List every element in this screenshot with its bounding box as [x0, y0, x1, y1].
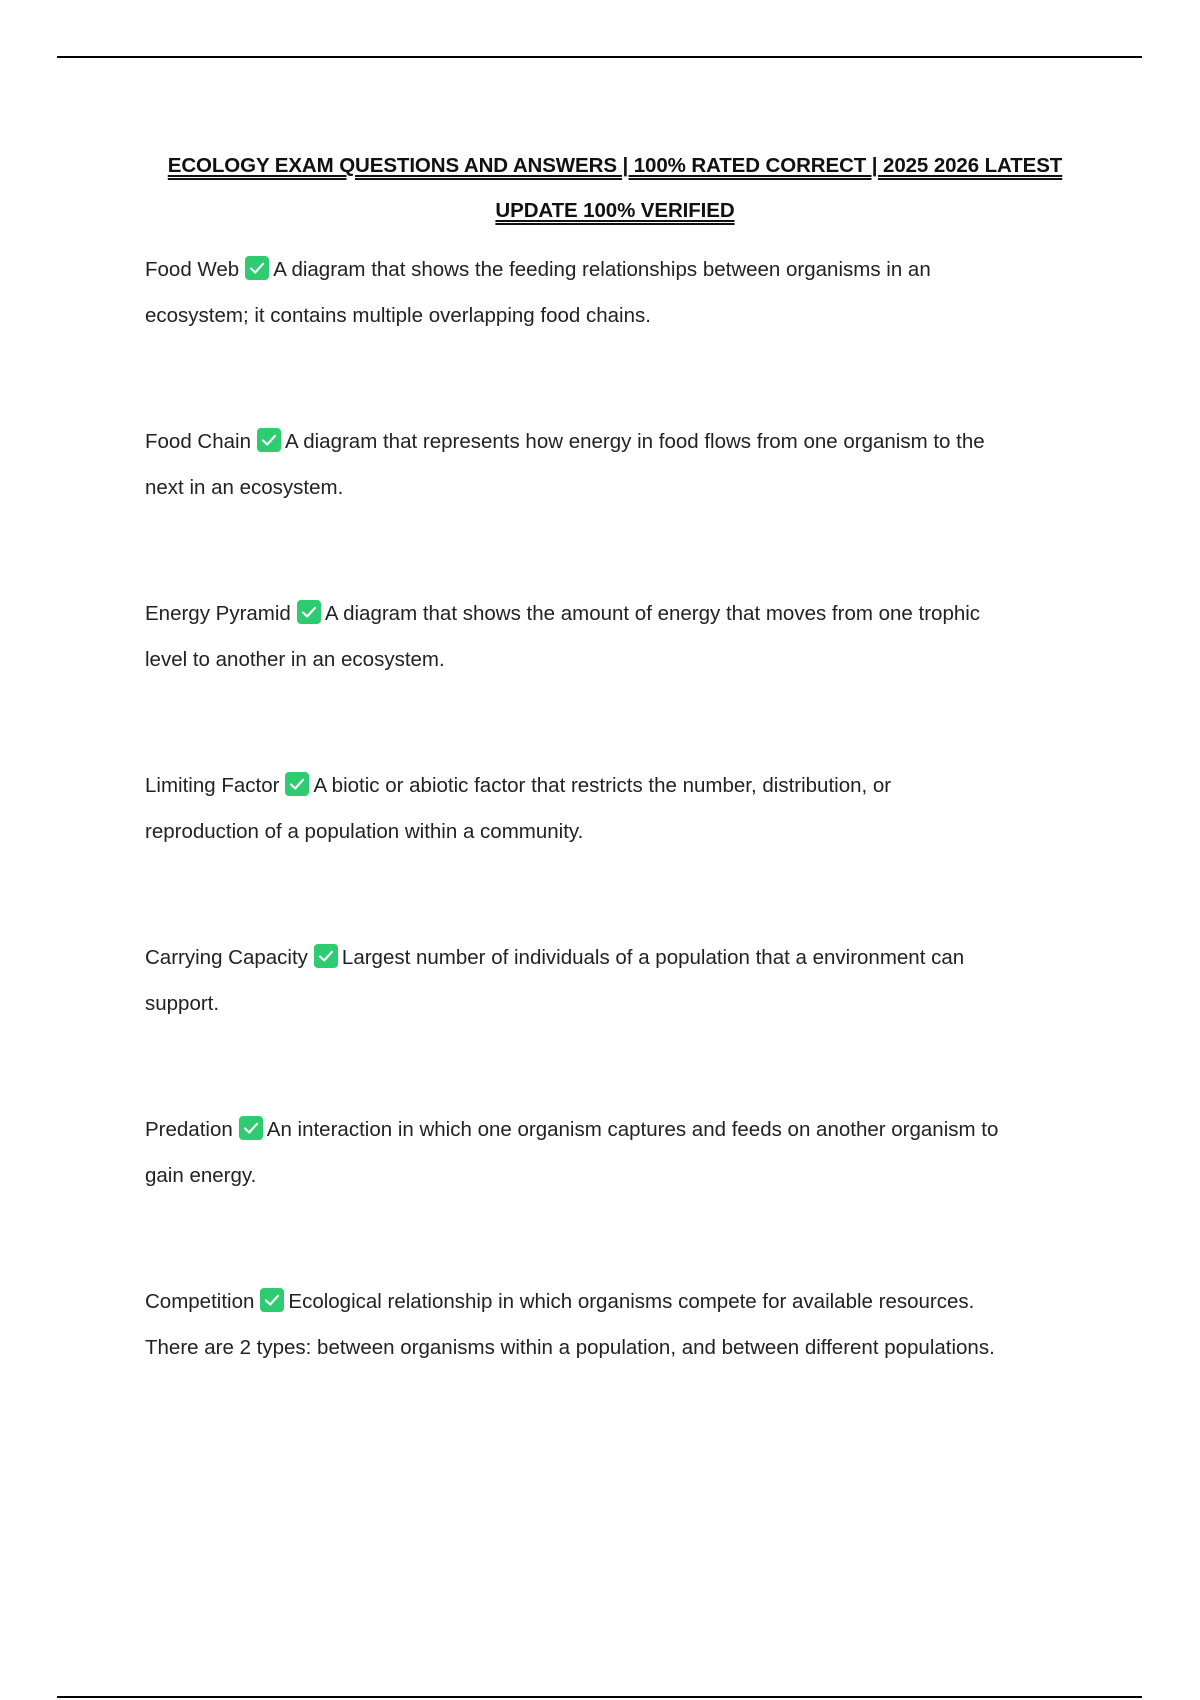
- check-icon: [285, 772, 309, 796]
- qa-term: Energy Pyramid: [145, 602, 291, 625]
- check-icon: [245, 256, 269, 280]
- check-icon: [297, 600, 321, 624]
- qa-definition-line-1: A diagram that represents how energy in food flows from one organism to the: [284, 430, 985, 453]
- qa-definition-line-1: Largest number of individuals of a population that a environment can: [341, 946, 965, 969]
- qa-definition-line-1: An interaction in which one organism captures and feeds on another organism to: [266, 1118, 999, 1141]
- qa-list: [145, 247, 1095, 1451]
- qa-term: Competition: [145, 1290, 255, 1313]
- qa-item: [145, 763, 1095, 855]
- top-rule: [57, 56, 1142, 58]
- qa-definition-line-1: A biotic or abiotic factor that restricts the number, distribution, or: [313, 774, 892, 797]
- title-line-1: ECOLOGY EXAM QUESTIONS AND ANSWERS | 100% RATED CORRECT | 2025 2026 LATEST: [167, 154, 1063, 177]
- qa-definition-line-2: reproduction of a population within a community.: [145, 820, 584, 843]
- qa-definition-line-2: There are 2 types: between organisms within a population, and between different populations.: [145, 1336, 995, 1359]
- qa-definition-line-2: level to another in an ecosystem.: [145, 648, 445, 671]
- qa-term: Predation: [145, 1118, 233, 1141]
- check-icon: [314, 944, 338, 968]
- qa-item: [145, 935, 1095, 1027]
- qa-term: Carrying Capacity: [145, 946, 308, 969]
- qa-definition-line-2: gain energy.: [145, 1164, 257, 1187]
- qa-item: [145, 591, 1095, 683]
- document-title: [120, 143, 1110, 233]
- title-line-2: UPDATE 100% VERIFIED: [495, 199, 735, 222]
- qa-term: Food Chain: [145, 430, 251, 453]
- qa-definition-line-2: ecosystem; it contains multiple overlapping food chains.: [145, 304, 651, 327]
- qa-definition-line-2: next in an ecosystem.: [145, 476, 344, 499]
- qa-definition-line-1: Ecological relationship in which organisms compete for available resources.: [288, 1290, 975, 1313]
- qa-term: Limiting Factor: [145, 774, 280, 797]
- qa-definition-line-2: support.: [145, 992, 220, 1015]
- check-icon: [239, 1116, 263, 1140]
- qa-item: [145, 1279, 1095, 1371]
- bottom-rule: [57, 1696, 1142, 1698]
- qa-definition-line-1: A diagram that shows the amount of energy that moves from one trophic: [324, 602, 981, 625]
- qa-term: Food Web: [145, 258, 240, 281]
- qa-item: [145, 1107, 1095, 1199]
- qa-definition-line-1: A diagram that shows the feeding relationships between organisms in an: [273, 258, 931, 281]
- check-icon: [260, 1288, 284, 1312]
- qa-item: [145, 247, 1095, 339]
- check-icon: [257, 428, 281, 452]
- qa-item: [145, 419, 1095, 511]
